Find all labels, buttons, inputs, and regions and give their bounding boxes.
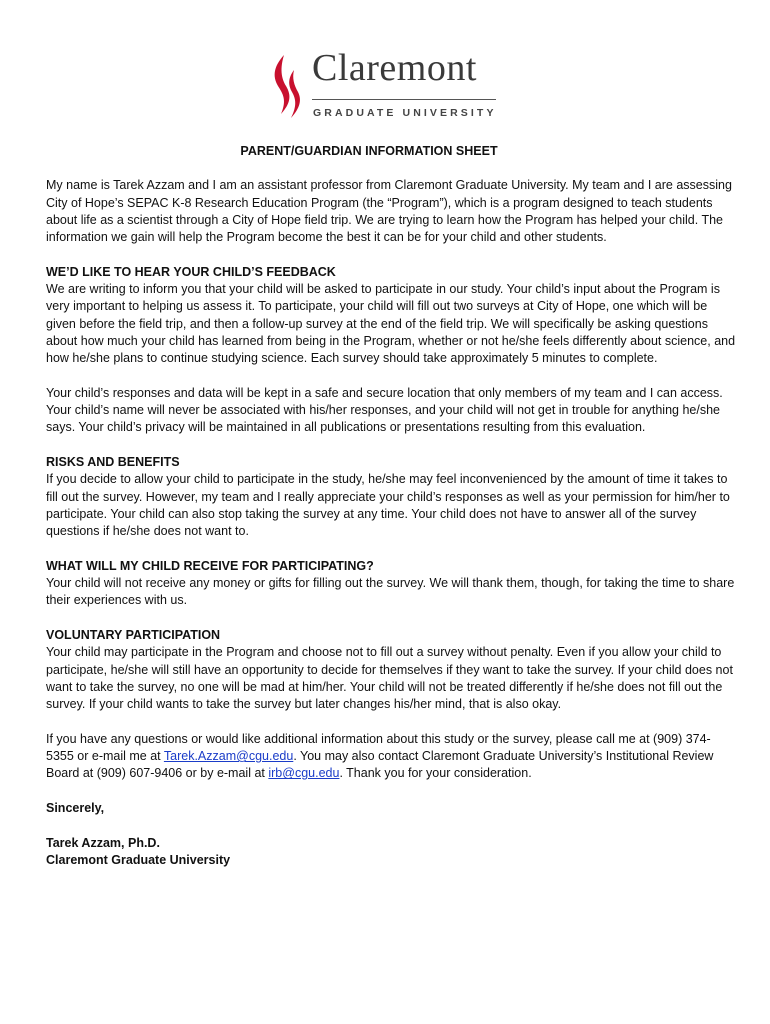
contact-text-2: . You may also contact Claremont Graduate University’s Institutional Review Board at (909) 607-9406 or by e-mail at xyxy=(46,749,714,781)
logo-divider xyxy=(312,99,496,100)
feedback-section xyxy=(46,264,736,368)
flame-stroke-inner xyxy=(289,70,300,118)
contact-text-1: If you have any questions or would like additional information about this study or the survey, please call me at (909) 374-5355 or e-mail me at xyxy=(46,731,711,764)
signer-organization: Claremont Graduate University xyxy=(46,852,231,867)
receive-heading: WHAT WILL MY CHILD RECEIVE FOR PARTICIPATING? xyxy=(46,558,374,573)
receive-section xyxy=(46,558,736,610)
closing: Sincerely, xyxy=(46,800,105,815)
voluntary-body: Your child may participate in the Program and choose not to fill out a survey without penalty. Even if you allow your child to participate, he/she will still have an opportunity to decide for themselves if they want to take the survey. If your child does not want to take the survey, no one will be mad at him/her. Your child will not be treated differently if he/she does not fill out the survey. If your child wants to take the survey but later changes his/her mind, that is also okay. xyxy=(46,645,733,712)
flame-icon xyxy=(270,54,304,120)
signer-name: Tarek Azzam, Ph.D. xyxy=(46,835,160,850)
voluntary-heading: VOLUNTARY PARTICIPATION xyxy=(46,628,221,643)
receive-body: Your child will not receive any money or gifts for filling out the survey. We will thank them, though, for taking the time to share their experiences with us. xyxy=(46,576,735,608)
feedback-body: We are writing to inform you that your child will be asked to participate in our study. Your child’s input about the Program is very important to helping us assess it. To participate, your child will fill out two surveys at City of Hope, one which will be given before the field trip, and then a follow-up survey at the end of the field trip. We will specifically be asking questions about how much your child has learned from being in the Program, whether or not he/she feels differently about science, and how he/she plans to continue studying science. Each survey should take approximately 5 minutes to complete. xyxy=(46,282,736,366)
feedback-heading: WE’D LIKE TO HEAR YOUR CHILD’S FEEDBACK xyxy=(46,264,336,279)
page-title: PARENT/GUARDIAN INFORMATION SHEET xyxy=(240,144,498,158)
risks-body: If you decide to allow your child to participate in the study, he/she may feel inconvenienced by the amount of time it takes to fill out the survey. However, my team and I really appreciate your child’s responses as well as your permission for him/her to participate. Your child can also stop taking the survey at any time. Your child does not have to answer all of the survey questions if he/she does not want to. xyxy=(46,472,730,539)
privacy-paragraph: Your child’s responses and data will be kept in a safe and secure location that only members of my team and I can access. Your child’s name will never be associated with his/her responses, and your child will not get in trouble for anything he/she says. Your child’s privacy will be maintained in all publications or presentations resulting from this evaluation. xyxy=(46,385,723,435)
logo-subtitle: GRADUATE UNIVERSITY xyxy=(313,107,497,119)
email-link-irb[interactable]: irb@cgu.edu xyxy=(268,766,340,781)
information-sheet xyxy=(46,143,736,869)
flame-stroke-outer xyxy=(275,55,290,114)
risks-section xyxy=(46,454,736,540)
intro-paragraph: My name is Tarek Azzam and I am an assistant professor from Claremont Graduate University. My team and I are assessing City of Hope’s SEPAC K-8 Research Education Program (the “Program”), which is a program designed to teach students about life as a scientist through a City of Hope field trip. We are trying to learn how the Program has helped your child. The information we gain will help the Program become the best it can be for your child and other students. xyxy=(46,178,732,245)
contact-text-3: . Thank you for your consideration. xyxy=(339,766,532,781)
risks-heading: RISKS AND BENEFITS xyxy=(46,455,180,470)
university-logo xyxy=(270,47,500,124)
email-link-azzam[interactable]: Tarek.Azzam@cgu.edu xyxy=(163,749,294,764)
voluntary-section xyxy=(46,627,736,713)
contact-paragraph xyxy=(46,731,736,783)
logo-wordmark: Claremont xyxy=(312,47,477,89)
